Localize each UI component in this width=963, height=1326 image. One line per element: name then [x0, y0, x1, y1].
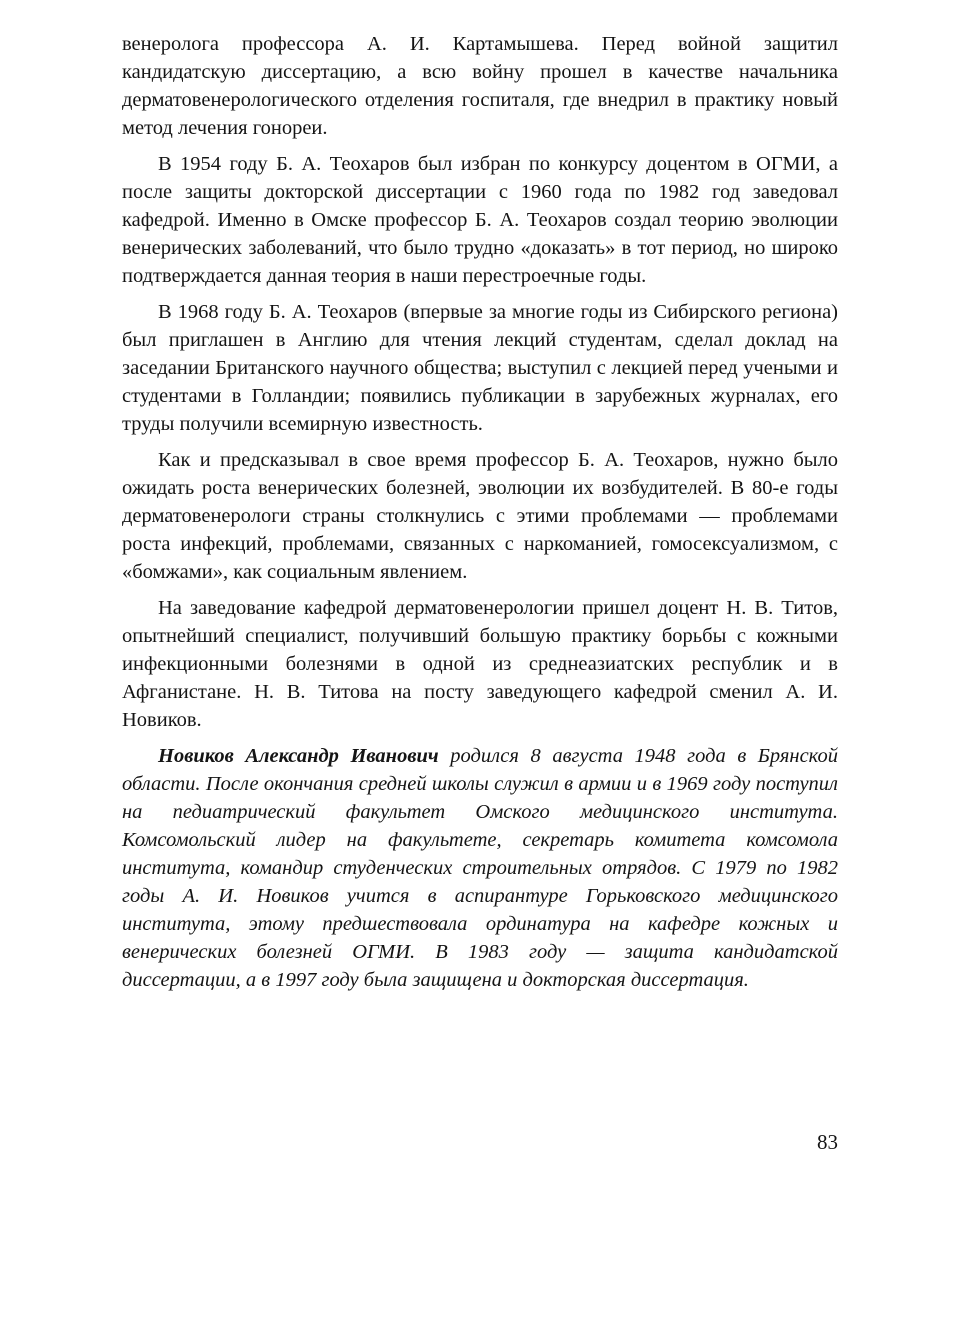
bio-text: родился 8 августа 1948 года в Брянской области. После окончания средней школы служил в армии и в 1969 году поступил на педиатрический факультет Омского медицинского института. Комсомольский лидер на факультете, секретарь комитета комсомола института, командир студенческих строительных отрядов. С 1979 по 1982 годы А. И. Новиков учится в аспирантуре Горьковского медицинского института, этому предшествовала ординатура на кафедре кожных и венерических болезней ОГМИ. В 1983 году — защита кандидатской диссертации, а в 1997 году была защищена и докторская диссертация. — [122, 745, 838, 991]
paragraph-teokharov-docent: В 1954 году Б. А. Теохаров был избран по конкурсу доцентом в ОГМИ, а после защиты докторской диссертации с 1960 года по 1982 год заведовал кафедрой. Именно в Омске профессор Б. А. Теохаров создал теорию эволюции венерических заболеваний, что было трудно «доказать» в тот период, но широко подтверждается данная теория в наши перестроечные годы. — [122, 153, 838, 287]
paragraph-continuation: венеролога профессора А. И. Картамышева. Перед войной защитил кандидатскую диссертацию, а всю войну прошел в качестве начальника дерматовенерологического отделения госпиталя, где внедрил в практику новый метод лечения гонореи. — [122, 33, 838, 139]
paragraph-evolution-diseases: Как и предсказывал в свое время профессор Б. А. Теохаров, нужно было ожидать роста венерических болезней, эволюции их возбудителей. В 80-е годы дерматовенерологи страны столкнулись с этими проблемами — проблемами роста инфекций, проблемами, связанных с наркоманией, гомосексуализмом, с «бомжами», как социальным явлением. — [122, 449, 838, 583]
bio-name: Новиков Александр Иванович — [158, 745, 439, 767]
page-number: 83 — [817, 1130, 838, 1154]
paragraph-teokharov-england: В 1968 году Б. А. Теохаров (впервые за многие годы из Сибирского региона) был приглашен в Англию для чтения лекций студентам, сделал доклад на заседании Британского научного общества; выступил с лекцией перед учеными и студентами в Голландии; появились публикации в зарубежных журналах, его труды получили всемирную известность. — [122, 301, 838, 435]
page-body — [122, 30, 838, 1002]
paragraph-novikov-bio — [122, 742, 838, 994]
paragraph-titov: На заведование кафедрой дерматовенерологии пришел доцент Н. В. Титов, опытнейший специалист, получивший большую практику борьбы с кожными инфекционными болезнями в одной из среднеазиатских республик и в Афганистане. Н. В. Титова на посту заведующего кафедрой сменил А. И. Новиков. — [122, 597, 838, 731]
